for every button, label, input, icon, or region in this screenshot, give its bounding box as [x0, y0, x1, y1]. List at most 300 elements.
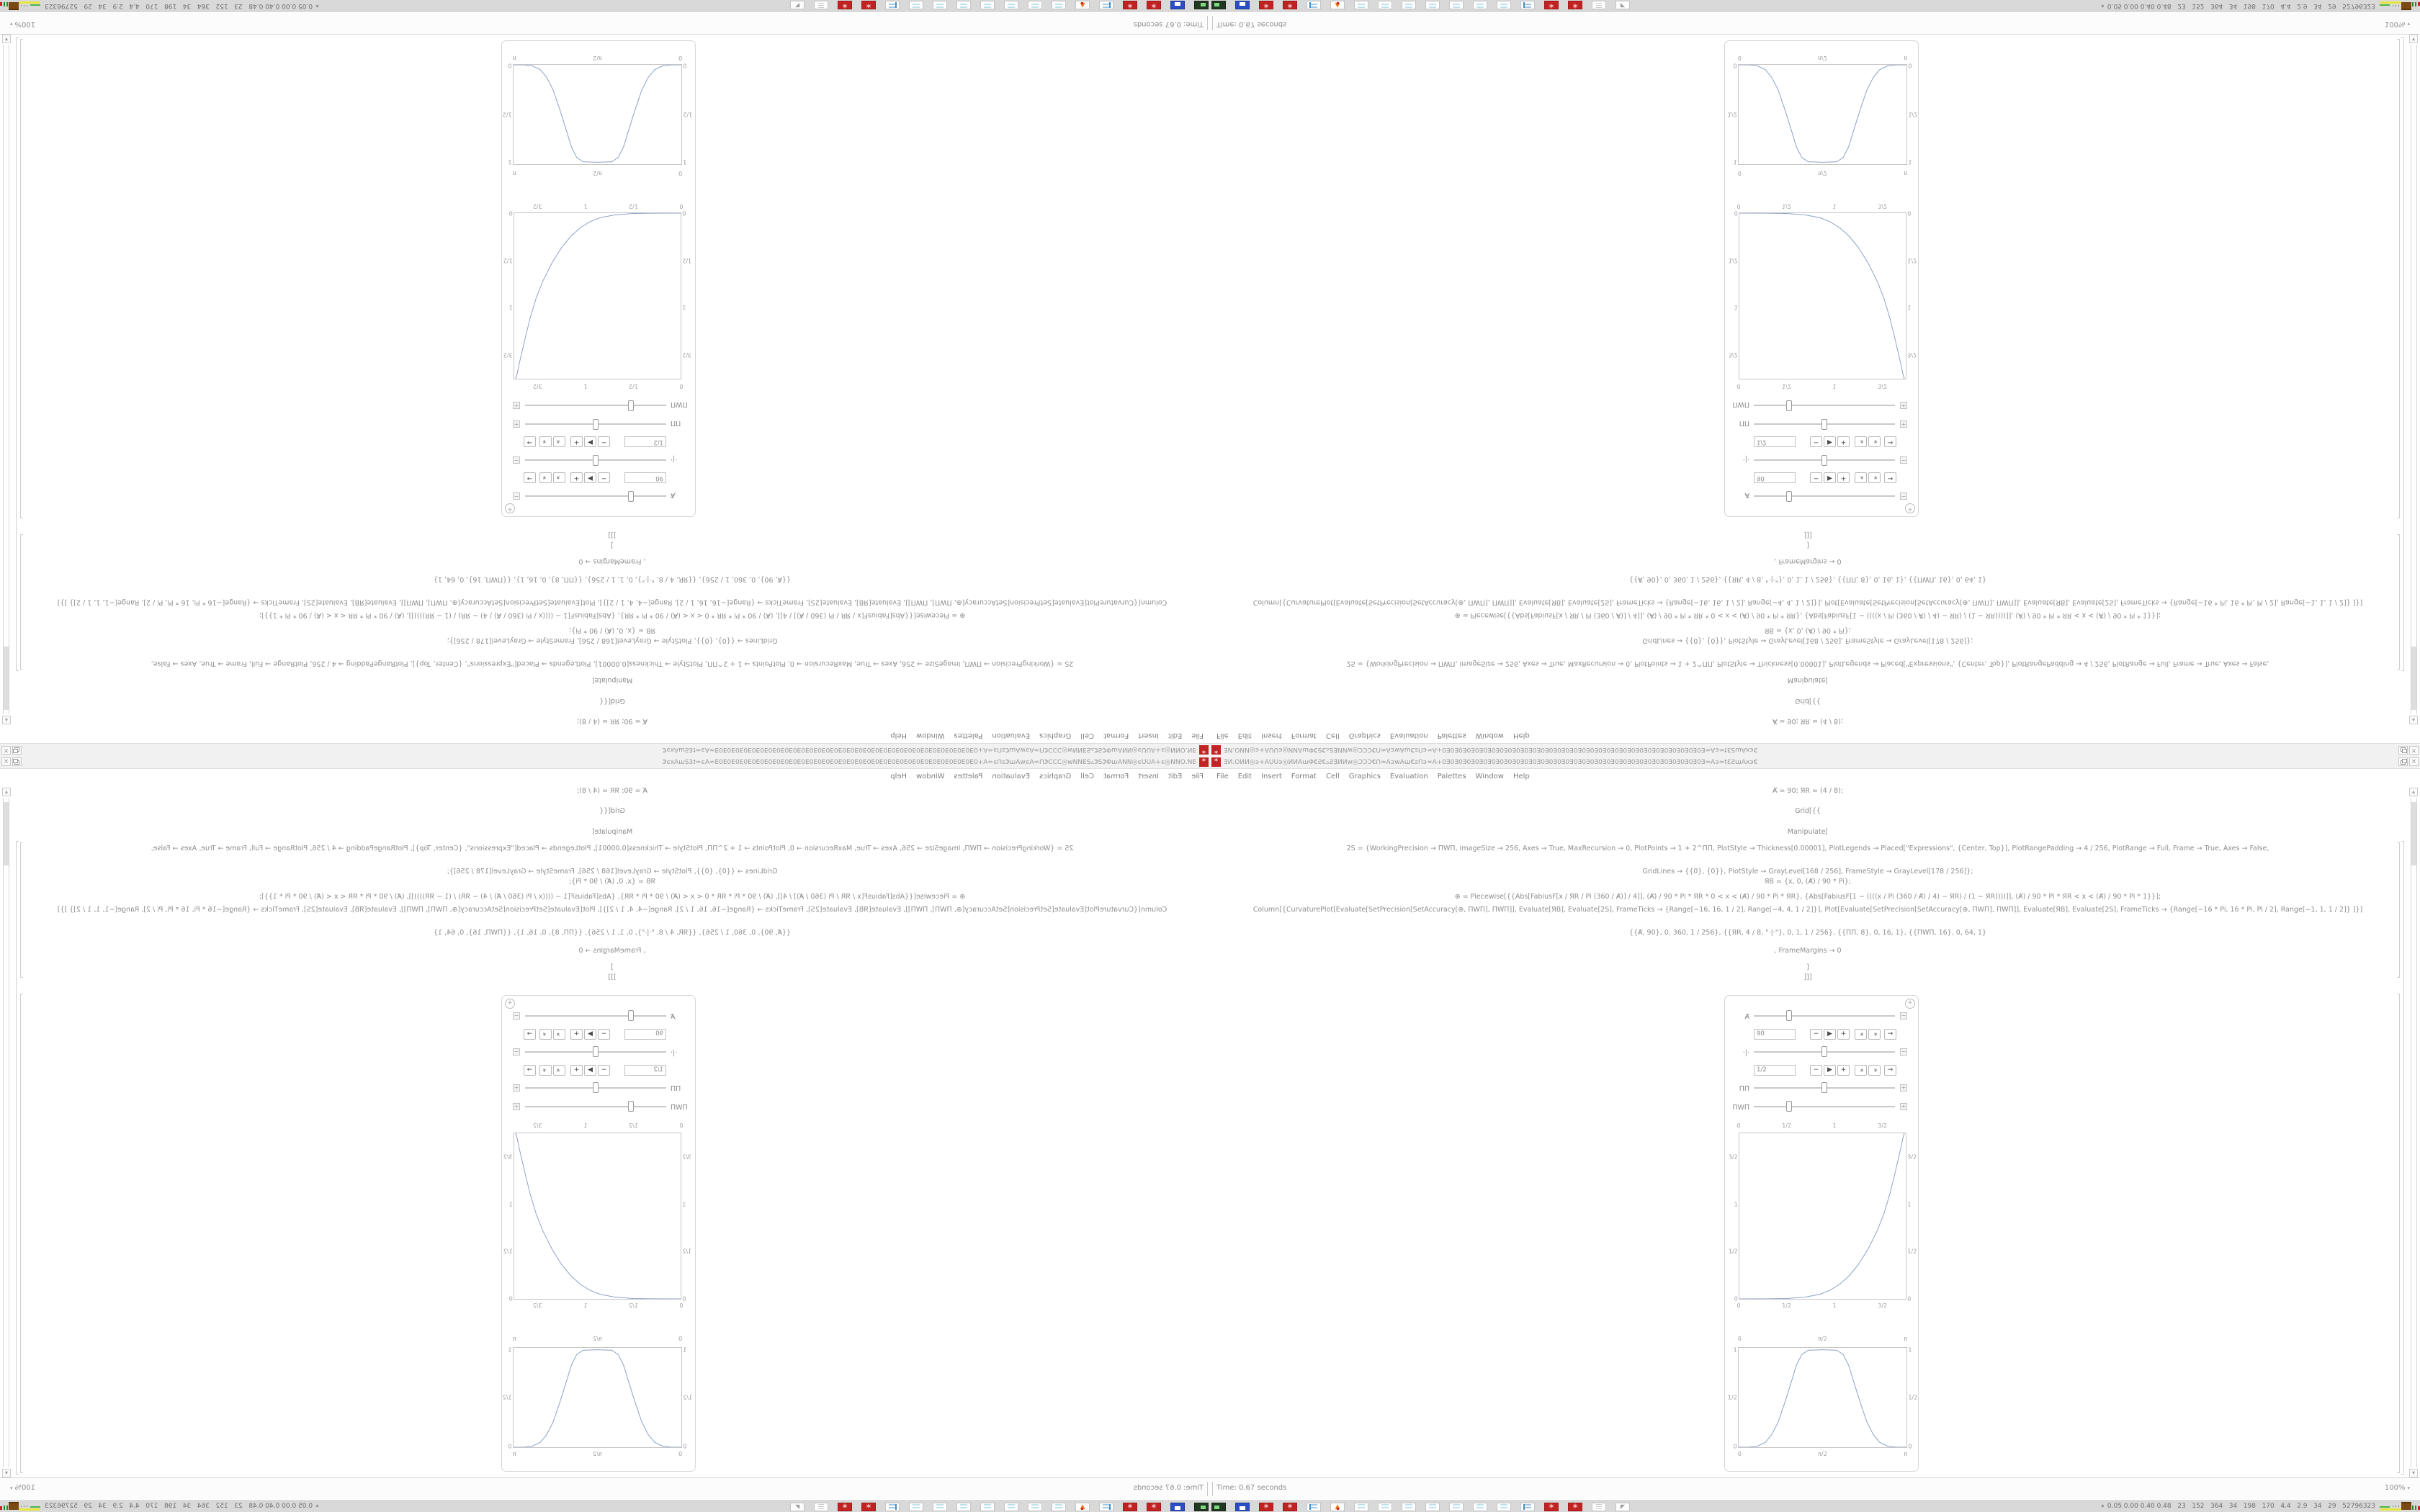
- mathematica-icon[interactable]: [1123, 1503, 1137, 1511]
- code-cell-line[interactable]: ЯВ = {x, 0, (Ⱥ) / 90 * Pi};: [568, 878, 656, 886]
- animator-value-field[interactable]: 1/2: [624, 1065, 666, 1076]
- animator-slower-button[interactable]: −: [1810, 472, 1822, 483]
- expand-animator-button[interactable]: +: [1901, 402, 1906, 409]
- scroll-up-button[interactable]: ▴: [2, 716, 11, 724]
- cursor-icon[interactable]: [1615, 1, 1630, 9]
- menu-file[interactable]: File: [1191, 772, 1204, 780]
- slider-thumb[interactable]: [1821, 455, 1827, 466]
- animator-value-field[interactable]: 90: [1754, 1029, 1796, 1040]
- document-list-icon[interactable]: [885, 1503, 900, 1511]
- magnification-dropdown[interactable]: [10, 20, 35, 28]
- mathematica-icon[interactable]: [861, 1, 876, 9]
- code-cell-line[interactable]: ЯВ = {x, 0, (Ⱥ) / 90 * Pi};: [568, 626, 656, 634]
- collapse-animator-button[interactable]: −: [1901, 493, 1906, 500]
- menu-file[interactable]: File: [1216, 772, 1229, 780]
- slider-PiWPi[interactable]: [525, 400, 666, 411]
- animator-faster-button[interactable]: +: [1837, 1065, 1850, 1076]
- animator-play-button[interactable]: ▶: [584, 436, 596, 447]
- code-cell-line[interactable]: 2S = {WorkingPrecision → ΠWΠ, ImageSize → 256, Axes → True, MaxRecursion → 0, PlotPoints → 1 + 2^ΠΠ, PlotStyle → Thickness[0.00001], PlotLegends → Placed["Expressions", {Center, Top}], PlotRangePadding → 4 / 256, PlotRange → Full, Frame → True, Axes → False,: [1346, 660, 2269, 667]
- document-list-icon[interactable]: [1520, 1, 1535, 9]
- mathematica-icon[interactable]: [1568, 1503, 1582, 1511]
- mathematica-icon[interactable]: [838, 1503, 852, 1511]
- document-icon[interactable]: [1473, 1, 1487, 9]
- animator-cycle-up-button[interactable]: [1855, 472, 1867, 483]
- cell-bracket[interactable]: [20, 39, 21, 518]
- code-cell-line[interactable]: GridLines → {{0}, {0}}, PlotStyle → GrayLevel[168 / 256], FrameStyle → GrayLevel[178 / 256]};: [447, 868, 778, 876]
- menu-insert[interactable]: Insert: [1261, 732, 1282, 740]
- code-cell-line[interactable]: Ⱥ = 90; ЯR = (4 / 8);: [577, 787, 647, 795]
- code-cell-line[interactable]: Column[{CurvaturePlot[Evaluate[SetPrecision[SetAccuracy[⊕, ΠWΠ], ΠWΠ]], Evaluate[ЯВ], Evaluate[2S], FrameTicks → {Range[−16, 16, 1 / 2], Range[−4, 4, 1 / 2]}], Plot[Evaluate[SetPrecision[SetAccuracy[⊕, ΠWΠ], ΠWΠ]], Evaluate[ЯВ], Evaluate[2S], FrameTicks → {Range[−16 * Pi, 16 * Pi, Pi / 2], Range[−1, 1, 1 / 2]} ]}]: [1252, 906, 2363, 914]
- slider-thumb[interactable]: [1786, 491, 1792, 502]
- expand-animator-button[interactable]: +: [1901, 1103, 1906, 1110]
- expand-animator-button[interactable]: +: [514, 402, 519, 409]
- floppy-icon[interactable]: [1235, 1503, 1250, 1511]
- code-cell-line[interactable]: {{Ⱥ, 90}, 0, 360, 1 / 256}, {{ЯR, 4 / 8, "·|·"}, 0, 1, 1 / 256}, {{ΠΠ, 8}, 0, 16, 1}, {{ΠWΠ, 16}, 0, 64, 1}: [433, 929, 792, 937]
- animator-cycle-down-button[interactable]: [539, 472, 552, 483]
- floppy-icon[interactable]: [1170, 1, 1185, 9]
- document-icon[interactable]: [980, 1, 995, 9]
- code-cell-line[interactable]: Grid[{{: [599, 807, 625, 815]
- document-icon[interactable]: [1028, 1, 1042, 9]
- menu-evaluation[interactable]: Evaluation: [992, 772, 1031, 780]
- menu-format[interactable]: Format: [1103, 732, 1129, 740]
- expand-animator-button[interactable]: +: [514, 1084, 519, 1091]
- document-list-icon[interactable]: [1307, 1503, 1321, 1511]
- animator-value-field[interactable]: 90: [1754, 472, 1796, 483]
- menu-palettes[interactable]: Palettes: [954, 732, 983, 740]
- menu-edit[interactable]: Edit: [1168, 772, 1183, 780]
- animator-direction-button[interactable]: →: [1884, 472, 1896, 483]
- menu-evaluation[interactable]: Evaluation: [1389, 732, 1428, 740]
- expand-animator-button[interactable]: +: [1901, 1084, 1906, 1091]
- animator-play-button[interactable]: ▶: [1824, 472, 1836, 483]
- document-icon[interactable]: [956, 1503, 971, 1511]
- menu-help[interactable]: Help: [1512, 772, 1530, 780]
- animator-slower-button[interactable]: −: [1810, 436, 1822, 447]
- code-cell-line[interactable]: ⊕ = Piecewise[{{Abs[FabiusF[x / ЯR / Pi (360 / Ⱥ)] / 4]], (Ⱥ) / 90 * Pi * ЯR * 0 < x < (Ⱥ) / 90 * Pi * ЯR}, {Abs[FabiusF[1 − ((((x / Pi (360 / Ⱥ) / 4) − ЯR) / (1 − ЯR))))]], (Ⱥ) / 90 * Pi * ЯR < x < (Ⱥ) / 90 * Pi * 1}}];: [259, 893, 966, 901]
- mathematica-icon[interactable]: [1568, 1, 1582, 9]
- animator-cycle-down-button[interactable]: [1868, 1065, 1881, 1076]
- animator-play-button[interactable]: ▶: [584, 1029, 596, 1040]
- terminal-icon[interactable]: [1194, 1503, 1209, 1511]
- menu-insert[interactable]: Insert: [1261, 772, 1282, 780]
- code-cell-line[interactable]: ]: [611, 963, 614, 971]
- mathematica-icon[interactable]: [1544, 1503, 1559, 1511]
- code-cell-line[interactable]: 2S = {WorkingPrecision → ΠWΠ, ImageSize → 256, Axes → True, MaxRecursion → 0, PlotPoints → 1 + 2^ΠΠ, PlotStyle → Thickness[0.00001], PlotLegends → Placed["Expressions", {Center, Top}], PlotRangePadding → 4 / 256, PlotRange → Full, Frame → True, Axes → False,: [151, 660, 1074, 667]
- mathematica-icon[interactable]: [1259, 1503, 1273, 1511]
- code-cell-line[interactable]: Grid[{{: [1795, 697, 1821, 705]
- animator-direction-button[interactable]: →: [524, 436, 536, 447]
- slider-PiPi[interactable]: [1754, 418, 1895, 430]
- receipt-icon[interactable]: [814, 1, 828, 9]
- scroll-down-button[interactable]: ▾: [2, 35, 11, 43]
- animator-slower-button[interactable]: −: [598, 1065, 610, 1076]
- magnification-dropdown[interactable]: [2385, 1484, 2410, 1492]
- code-cell-line[interactable]: GridLines → {{0}, {0}}, PlotStyle → GrayLevel[168 / 256], FrameStyle → GrayLevel[178 / 256]};: [1642, 636, 1973, 644]
- menu-palettes[interactable]: Palettes: [1437, 772, 1466, 780]
- document-icon[interactable]: [1052, 1503, 1066, 1511]
- scrollbar-track[interactable]: [2411, 45, 2417, 714]
- cell-bracket[interactable]: [2399, 534, 2400, 670]
- code-cell-line[interactable]: Column[{CurvaturePlot[Evaluate[SetPrecision[SetAccuracy[⊕, ΠWΠ], ΠWΠ]], Evaluate[ЯВ], Evaluate[2S], FrameTicks → {Range[−16, 16, 1 / 2], Range[−4, 4, 1 / 2]}], Plot[Evaluate[SetPrecision[SetAccuracy[⊕, ΠWΠ], ΠWΠ]], Evaluate[ЯВ], Evaluate[2S], FrameTicks → {Range[−16 * Pi, 16 * Pi, Pi / 2], Range[−1, 1, 1 / 2]} ]}]: [57, 906, 1168, 914]
- code-cell-line[interactable]: ]]]: [1803, 973, 1812, 981]
- menu-edit[interactable]: Edit: [1237, 732, 1252, 740]
- scroll-up-button[interactable]: ▴: [2409, 716, 2418, 724]
- document-icon[interactable]: [1425, 1, 1440, 9]
- scrollbar-track[interactable]: [3, 798, 9, 1467]
- slider-PiPi[interactable]: [1754, 1082, 1895, 1094]
- cell-group-bracket[interactable]: [16, 37, 17, 671]
- code-cell-line[interactable]: {{Ⱥ, 90}, 0, 360, 1 / 256}, {{ЯR, 4 / 8, "·|·"}, 0, 1, 1 / 256}, {{ΠΠ, 8}, 0, 16, 1}, {{ΠWΠ, 16}, 0, 64, 1}: [433, 575, 792, 583]
- animator-faster-button[interactable]: +: [1837, 1029, 1850, 1040]
- document-icon[interactable]: [909, 1, 923, 9]
- document-icon[interactable]: [1497, 1, 1511, 9]
- menu-file[interactable]: File: [1216, 732, 1229, 740]
- collapse-animator-button[interactable]: −: [514, 493, 519, 500]
- document-icon[interactable]: [1449, 1, 1464, 9]
- slider-A[interactable]: [1754, 490, 1895, 502]
- document-icon[interactable]: [1402, 1, 1416, 9]
- animator-value-field[interactable]: 1/2: [624, 436, 666, 447]
- mathematica-icon[interactable]: [1544, 1, 1559, 9]
- slider-thumb[interactable]: [1821, 1046, 1827, 1057]
- mathematica-icon[interactable]: [1147, 1, 1161, 9]
- slider-A[interactable]: [1754, 1010, 1895, 1022]
- expand-animator-button[interactable]: +: [514, 421, 519, 428]
- code-cell-line[interactable]: ]]]: [608, 973, 617, 981]
- code-cell-line[interactable]: , FrameMargins → 0: [1774, 947, 1842, 955]
- menu-graphics[interactable]: Graphics: [1039, 732, 1072, 740]
- menu-evaluation[interactable]: Evaluation: [1389, 772, 1428, 780]
- restore-window-button[interactable]: [12, 746, 22, 755]
- code-cell-line[interactable]: 2S = {WorkingPrecision → ΠWΠ, ImageSize → 256, Axes → True, MaxRecursion → 0, PlotPoints → 1 + 2^ΠΠ, PlotStyle → Thickness[0.00001], PlotLegends → Placed["Expressions", {Center, Top}], PlotRangePadding → 4 / 256, PlotRange → Full, Frame → True, Axes → False,: [151, 845, 1074, 852]
- slider-A[interactable]: [525, 490, 666, 502]
- animator-direction-button[interactable]: →: [524, 1029, 536, 1040]
- menu-cell[interactable]: Cell: [1326, 772, 1340, 780]
- receipt-icon[interactable]: [814, 1503, 828, 1511]
- code-cell-line[interactable]: ⊕ = Piecewise[{{Abs[FabiusF[x / ЯR / Pi (360 / Ⱥ)] / 4]], (Ⱥ) / 90 * Pi * ЯR * 0 < x < (Ⱥ) / 90 * Pi * ЯR}, {Abs[FabiusF[1 − ((((x / Pi (360 / Ⱥ) / 4) − ЯR) / (1 − ЯR))))]], (Ⱥ) / 90 * Pi * ЯR < x < (Ⱥ) / 90 * Pi * 1}}];: [1454, 893, 2161, 901]
- code-cell-line[interactable]: ]]]: [1803, 531, 1812, 539]
- slider-thumb[interactable]: [1786, 400, 1792, 411]
- terminal-icon[interactable]: [1211, 1, 1226, 9]
- animator-faster-button[interactable]: +: [570, 1029, 583, 1040]
- document-icon[interactable]: [1004, 1503, 1018, 1511]
- animator-direction-button[interactable]: →: [1884, 436, 1896, 447]
- animator-play-button[interactable]: ▶: [1824, 1065, 1836, 1076]
- slider-thumb[interactable]: [628, 1101, 634, 1112]
- document-list-icon[interactable]: [1099, 1, 1113, 9]
- cursor-icon[interactable]: [790, 1, 805, 9]
- menu-insert[interactable]: Insert: [1138, 732, 1159, 740]
- cell-group-bracket[interactable]: [2403, 37, 2404, 671]
- animator-cycle-down-button[interactable]: [539, 1029, 552, 1040]
- animator-direction-button[interactable]: →: [1884, 1065, 1896, 1076]
- document-icon[interactable]: [933, 1503, 947, 1511]
- animator-cycle-down-button[interactable]: [1868, 436, 1881, 447]
- menu-cell[interactable]: Cell: [1080, 772, 1094, 780]
- cell-bracket[interactable]: [2399, 994, 2400, 1473]
- document-list-icon[interactable]: [1099, 1503, 1113, 1511]
- slider-YaR[interactable]: [525, 454, 666, 466]
- mathematica-icon[interactable]: [1259, 1, 1273, 9]
- code-cell-line[interactable]: ЯВ = {x, 0, (Ⱥ) / 90 * Pi};: [1764, 626, 1852, 634]
- close-window-button[interactable]: ×: [1, 757, 11, 766]
- code-cell-line[interactable]: Column[{CurvaturePlot[Evaluate[SetPrecision[SetAccuracy[⊕, ΠWΠ], ΠWΠ]], Evaluate[ЯВ], Evaluate[2S], FrameTicks → {Range[−16, 16, 1 / 2], Range[−4, 4, 1 / 2]}], Plot[Evaluate[SetPrecision[SetAccuracy[⊕, ΠWΠ], ΠWΠ]], Evaluate[ЯВ], Evaluate[2S], FrameTicks → {Range[−16 * Pi, 16 * Pi, Pi / 2], Range[−1, 1, 1 / 2]} ]}]: [1252, 598, 2363, 606]
- menu-file[interactable]: File: [1191, 732, 1204, 740]
- document-icon[interactable]: [1052, 1, 1066, 9]
- code-cell-line[interactable]: Ⱥ = 90; ЯR = (4 / 8);: [577, 717, 647, 725]
- mathematica-icon[interactable]: [838, 1, 852, 9]
- document-icon[interactable]: [1028, 1503, 1042, 1511]
- document-icon[interactable]: [980, 1503, 995, 1511]
- code-cell-line[interactable]: ⊕ = Piecewise[{{Abs[FabiusF[x / ЯR / Pi (360 / Ⱥ)] / 4]], (Ⱥ) / 90 * Pi * ЯR * 0 < x < (Ⱥ) / 90 * Pi * ЯR}, {Abs[FabiusF[1 − ((((x / Pi (360 / Ⱥ) / 4) − ЯR) / (1 − ЯR))))]], (Ⱥ) / 90 * Pi * ЯR < x < (Ⱥ) / 90 * Pi * 1}}];: [1454, 611, 2161, 619]
- code-cell-line[interactable]: Grid[{{: [1795, 807, 1821, 815]
- magnification-dropdown[interactable]: [10, 1484, 35, 1492]
- mathematica-icon[interactable]: [1147, 1503, 1161, 1511]
- collapse-animator-button[interactable]: −: [514, 1048, 519, 1055]
- slider-thumb[interactable]: [593, 1046, 599, 1057]
- slider-YaR[interactable]: [525, 1046, 666, 1058]
- animator-direction-button[interactable]: →: [1884, 1029, 1896, 1040]
- code-cell-line[interactable]: , FrameMargins → 0: [1774, 557, 1842, 565]
- document-icon[interactable]: [956, 1, 971, 9]
- manipulate-expand-icon[interactable]: +: [505, 999, 515, 1009]
- slider-thumb[interactable]: [1821, 419, 1827, 430]
- menu-cell[interactable]: Cell: [1080, 732, 1094, 740]
- animator-faster-button[interactable]: +: [1837, 436, 1850, 447]
- code-cell-line[interactable]: ]: [1806, 963, 1809, 971]
- scrollbar-thumb[interactable]: [2411, 802, 2416, 865]
- slider-thumb[interactable]: [628, 491, 634, 502]
- menu-help[interactable]: Help: [1512, 732, 1530, 740]
- slider-thumb[interactable]: [1786, 1010, 1792, 1021]
- cell-bracket[interactable]: [20, 534, 21, 670]
- slider-A[interactable]: [525, 1010, 666, 1022]
- animator-play-button[interactable]: ▶: [1824, 1029, 1836, 1040]
- code-cell-line[interactable]: Manipulate[: [591, 828, 633, 836]
- animator-faster-button[interactable]: +: [570, 1065, 583, 1076]
- animator-cycle-up-button[interactable]: [1855, 1065, 1867, 1076]
- cell-bracket[interactable]: [2399, 842, 2400, 978]
- document-icon[interactable]: [1497, 1503, 1511, 1511]
- cell-bracket[interactable]: [2399, 39, 2400, 518]
- animator-cycle-down-button[interactable]: [1868, 1029, 1881, 1040]
- slider-YaR[interactable]: [1754, 454, 1895, 466]
- restore-window-button[interactable]: [2398, 746, 2408, 755]
- cell-bracket[interactable]: [20, 994, 21, 1473]
- animator-cycle-up-button[interactable]: [553, 472, 565, 483]
- cell-group-bracket[interactable]: [2403, 841, 2404, 1475]
- slider-PiWPi[interactable]: [1754, 1101, 1895, 1112]
- scrollbar-thumb[interactable]: [4, 802, 9, 865]
- document-icon[interactable]: [1425, 1503, 1440, 1511]
- code-cell-line[interactable]: ⊕ = Piecewise[{{Abs[FabiusF[x / ЯR / Pi (360 / Ⱥ)] / 4]], (Ⱥ) / 90 * Pi * ЯR * 0 < x < (Ⱥ) / 90 * Pi * ЯR}, {Abs[FabiusF[1 − ((((x / Pi (360 / Ⱥ) / 4) − ЯR) / (1 − ЯR))))]], (Ⱥ) / 90 * Pi * ЯR < x < (Ⱥ) / 90 * Pi * 1}}];: [259, 611, 966, 619]
- animator-play-button[interactable]: ▶: [584, 472, 596, 483]
- document-icon[interactable]: [1449, 1503, 1464, 1511]
- document-icon[interactable]: [1402, 1503, 1416, 1511]
- code-cell-line[interactable]: GridLines → {{0}, {0}}, PlotStyle → GrayLevel[168 / 256], FrameStyle → GrayLevel[178 / 256]};: [447, 636, 778, 644]
- scrollbar-thumb[interactable]: [4, 647, 9, 710]
- menu-graphics[interactable]: Graphics: [1348, 772, 1381, 780]
- slider-thumb[interactable]: [1821, 1082, 1827, 1093]
- code-cell-line[interactable]: Column[{CurvaturePlot[Evaluate[SetPrecision[SetAccuracy[⊕, ΠWΠ], ΠWΠ]], Evaluate[ЯВ], Evaluate[2S], FrameTicks → {Range[−16, 16, 1 / 2], Range[−4, 4, 1 / 2]}], Plot[Evaluate[SetPrecision[SetAccuracy[⊕, ΠWΠ], ΠWΠ]], Evaluate[ЯВ], Evaluate[2S], FrameTicks → {Range[−16 * Pi, 16 * Pi, Pi / 2], Range[−1, 1, 1 / 2]} ]}]: [57, 598, 1168, 606]
- cell-group-bracket[interactable]: [16, 841, 17, 1475]
- code-cell-line[interactable]: GridLines → {{0}, {0}}, PlotStyle → GrayLevel[168 / 256], FrameStyle → GrayLevel[178 / 256]};: [1642, 868, 1973, 876]
- scroll-down-button[interactable]: ▾: [2, 1469, 11, 1477]
- manipulate-expand-icon[interactable]: +: [1905, 999, 1915, 1009]
- code-cell-line[interactable]: ]: [611, 541, 614, 549]
- menu-insert[interactable]: Insert: [1138, 772, 1159, 780]
- animator-slower-button[interactable]: −: [1810, 1029, 1822, 1040]
- animator-faster-button[interactable]: +: [570, 472, 583, 483]
- animator-play-button[interactable]: ▶: [1824, 436, 1836, 447]
- floppy-icon[interactable]: [1235, 1, 1250, 9]
- animator-cycle-up-button[interactable]: [1855, 436, 1867, 447]
- menu-window[interactable]: Window: [916, 772, 945, 780]
- menu-edit[interactable]: Edit: [1237, 772, 1252, 780]
- mathematica-icon[interactable]: [1283, 1, 1297, 9]
- slider-thumb[interactable]: [593, 419, 599, 430]
- code-cell-line[interactable]: , FrameMargins → 0: [578, 947, 646, 955]
- menu-window[interactable]: Window: [1475, 772, 1504, 780]
- code-cell-line[interactable]: Ⱥ = 90; ЯR = (4 / 8);: [1773, 787, 1843, 795]
- restore-window-button[interactable]: [2398, 757, 2408, 766]
- expand-animator-button[interactable]: +: [514, 1103, 519, 1110]
- collapse-animator-button[interactable]: −: [514, 457, 519, 464]
- document-list-icon[interactable]: [1307, 1, 1321, 9]
- scroll-down-button[interactable]: ▾: [2409, 35, 2418, 43]
- menu-palettes[interactable]: Palettes: [1437, 732, 1466, 740]
- expand-animator-button[interactable]: +: [1901, 421, 1906, 428]
- cursor-icon[interactable]: [1615, 1503, 1630, 1511]
- document-icon[interactable]: [1378, 1503, 1392, 1511]
- code-cell-line[interactable]: ]]]: [608, 531, 617, 539]
- rocket-icon[interactable]: [1330, 1503, 1345, 1511]
- menu-edit[interactable]: Edit: [1168, 732, 1183, 740]
- slider-thumb[interactable]: [1786, 1101, 1792, 1112]
- scrollbar-track[interactable]: [3, 45, 9, 714]
- close-window-button[interactable]: ×: [2409, 746, 2419, 755]
- scroll-up-button[interactable]: ▴: [2, 788, 11, 796]
- menu-cell[interactable]: Cell: [1326, 732, 1340, 740]
- mathematica-icon[interactable]: [1123, 1, 1137, 9]
- animator-direction-button[interactable]: →: [524, 1065, 536, 1076]
- magnification-dropdown[interactable]: [2385, 20, 2410, 28]
- code-cell-line[interactable]: Manipulate[: [1787, 828, 1829, 836]
- manipulate-expand-icon[interactable]: +: [505, 503, 515, 513]
- restore-window-button[interactable]: [12, 757, 22, 766]
- document-icon[interactable]: [1354, 1503, 1368, 1511]
- rocket-icon[interactable]: [1330, 1, 1345, 9]
- rocket-icon[interactable]: [1075, 1, 1090, 9]
- document-list-icon[interactable]: [1520, 1503, 1535, 1511]
- document-icon[interactable]: [1004, 1, 1018, 9]
- code-cell-line[interactable]: Manipulate[: [1787, 676, 1829, 684]
- slider-PiWPi[interactable]: [1754, 400, 1895, 411]
- menu-format[interactable]: Format: [1291, 732, 1317, 740]
- document-icon[interactable]: [933, 1, 947, 9]
- animator-value-field[interactable]: 1/2: [1754, 1065, 1796, 1076]
- menu-format[interactable]: Format: [1103, 772, 1129, 780]
- code-cell-line[interactable]: {{Ⱥ, 90}, 0, 360, 1 / 256}, {{ЯR, 4 / 8, "·|·"}, 0, 1, 1 / 256}, {{ΠΠ, 8}, 0, 16, 1}, {{ΠWΠ, 16}, 0, 64, 1}: [1628, 575, 1987, 583]
- slider-PiWPi[interactable]: [525, 1101, 666, 1112]
- menu-evaluation[interactable]: Evaluation: [992, 732, 1031, 740]
- scroll-up-button[interactable]: ▴: [2409, 788, 2418, 796]
- animator-faster-button[interactable]: +: [1837, 472, 1850, 483]
- animator-slower-button[interactable]: −: [598, 1029, 610, 1040]
- document-icon[interactable]: [1473, 1503, 1487, 1511]
- mathematica-icon[interactable]: [861, 1503, 876, 1511]
- slider-thumb[interactable]: [593, 455, 599, 466]
- document-list-icon[interactable]: [885, 1, 900, 9]
- code-cell-line[interactable]: , FrameMargins → 0: [578, 557, 646, 565]
- mathematica-icon[interactable]: [1283, 1503, 1297, 1511]
- menu-graphics[interactable]: Graphics: [1039, 772, 1072, 780]
- code-cell-line[interactable]: ЯВ = {x, 0, (Ⱥ) / 90 * Pi};: [1764, 878, 1852, 886]
- menu-help[interactable]: Help: [890, 772, 908, 780]
- slider-thumb[interactable]: [593, 1082, 599, 1093]
- animator-cycle-up-button[interactable]: [553, 1029, 565, 1040]
- scrollbar-track[interactable]: [2411, 798, 2417, 1467]
- slider-thumb[interactable]: [628, 400, 634, 411]
- slider-PiPi[interactable]: [525, 418, 666, 430]
- animator-faster-button[interactable]: +: [570, 436, 583, 447]
- menu-format[interactable]: Format: [1291, 772, 1317, 780]
- cell-bracket[interactable]: [20, 842, 21, 978]
- floppy-icon[interactable]: [1170, 1503, 1185, 1511]
- code-cell-line[interactable]: ]: [1806, 541, 1809, 549]
- code-cell-line[interactable]: Grid[{{: [599, 697, 625, 705]
- code-cell-line[interactable]: 2S = {WorkingPrecision → ΠWΠ, ImageSize → 256, Axes → True, MaxRecursion → 0, PlotPoints → 1 + 2^ΠΠ, PlotStyle → Thickness[0.00001], PlotLegends → Placed["Expressions", {Center, Top}], PlotRangePadding → 4 / 256, PlotRange → Full, Frame → True, Axes → False,: [1346, 845, 2269, 852]
- scroll-down-button[interactable]: ▾: [2409, 1469, 2418, 1477]
- animator-value-field[interactable]: 90: [624, 472, 666, 483]
- manipulate-expand-icon[interactable]: +: [1905, 503, 1915, 513]
- receipt-icon[interactable]: [1592, 1, 1606, 9]
- menu-window[interactable]: Window: [916, 732, 945, 740]
- slider-YaR[interactable]: [1754, 1046, 1895, 1058]
- collapse-animator-button[interactable]: −: [1901, 457, 1906, 464]
- document-icon[interactable]: [1378, 1, 1392, 9]
- animator-cycle-up-button[interactable]: [553, 1065, 565, 1076]
- menu-palettes[interactable]: Palettes: [954, 772, 983, 780]
- collapse-animator-button[interactable]: −: [1901, 1012, 1906, 1019]
- animator-slower-button[interactable]: −: [1810, 1065, 1822, 1076]
- animator-play-button[interactable]: ▶: [584, 1065, 596, 1076]
- terminal-icon[interactable]: [1194, 1, 1209, 9]
- menu-graphics[interactable]: Graphics: [1348, 732, 1381, 740]
- menu-window[interactable]: Window: [1475, 732, 1504, 740]
- slider-PiPi[interactable]: [525, 1082, 666, 1094]
- close-window-button[interactable]: ×: [2409, 757, 2419, 766]
- menu-help[interactable]: Help: [890, 732, 908, 740]
- animator-cycle-up-button[interactable]: [1855, 1029, 1867, 1040]
- close-window-button[interactable]: ×: [1, 746, 11, 755]
- collapse-animator-button[interactable]: −: [1901, 1048, 1906, 1055]
- scrollbar-thumb[interactable]: [2411, 647, 2416, 710]
- animator-direction-button[interactable]: →: [524, 472, 536, 483]
- terminal-icon[interactable]: [1211, 1503, 1226, 1511]
- slider-thumb[interactable]: [628, 1010, 634, 1021]
- animator-cycle-down-button[interactable]: [1868, 472, 1881, 483]
- animator-cycle-down-button[interactable]: [539, 436, 552, 447]
- code-cell-line[interactable]: {{Ⱥ, 90}, 0, 360, 1 / 256}, {{ЯR, 4 / 8, "·|·"}, 0, 1, 1 / 256}, {{ΠΠ, 8}, 0, 16, 1}, {{ΠWΠ, 16}, 0, 64, 1}: [1628, 929, 1987, 937]
- animator-value-field[interactable]: 90: [624, 1029, 666, 1040]
- animator-slower-button[interactable]: −: [598, 472, 610, 483]
- rocket-icon[interactable]: [1075, 1503, 1090, 1511]
- cursor-icon[interactable]: [790, 1503, 805, 1511]
- animator-cycle-down-button[interactable]: [539, 1065, 552, 1076]
- code-cell-line[interactable]: Ⱥ = 90; ЯR = (4 / 8);: [1773, 717, 1843, 725]
